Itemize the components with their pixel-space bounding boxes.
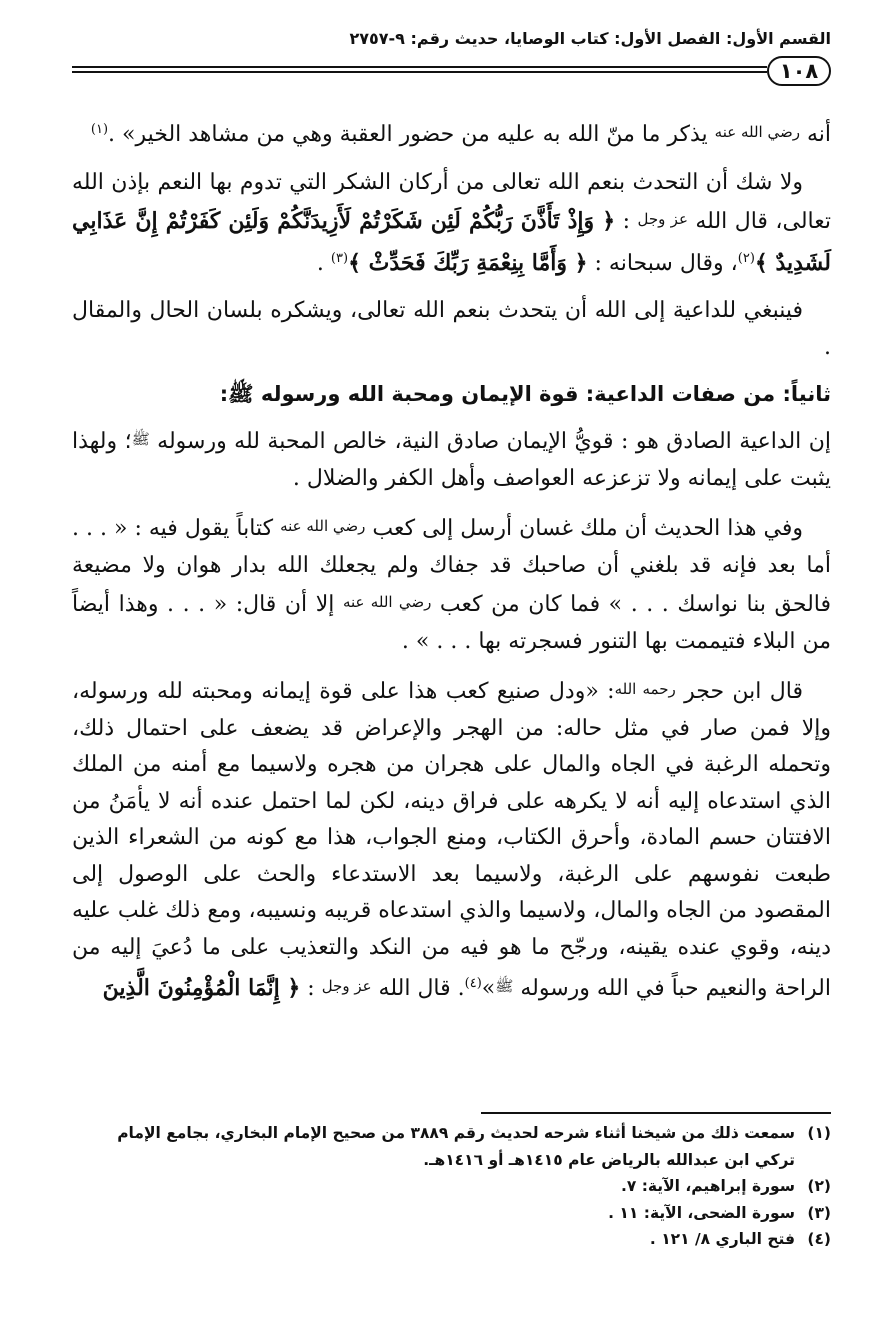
text: : bbox=[300, 976, 322, 1001]
paragraph-6 bbox=[72, 671, 831, 1008]
header-double-rule bbox=[72, 66, 767, 74]
footnote-text: فتح الباري ٨/ ١٢١ . bbox=[649, 1230, 795, 1248]
text: » bbox=[481, 976, 496, 1001]
footnote-ref[interactable]: (١) bbox=[90, 122, 109, 137]
quran-verse: ﴿ وَإِذْ تَأَذَّنَ رَبُّكُمْ لَئِن شَكَرْتُمْ لَأَزِيدَنَّكُمْ وَلَئِن كَفَرْتُمْ إِنَّ عَذَابِي لَشَدِيدٌ ﴾ bbox=[72, 208, 831, 276]
footnote-separator bbox=[481, 1112, 831, 1114]
footnotes bbox=[72, 1120, 831, 1253]
footnote-number: (٢) bbox=[807, 1177, 831, 1195]
honorific-glyph: رضي الله عنه bbox=[714, 123, 800, 141]
honorific-glyph: عز وجل bbox=[321, 977, 372, 995]
footnote-ref[interactable]: (٢) bbox=[737, 250, 755, 266]
text: ولا شك أن التحدث بنعم الله تعالى من أركان الشكر التي تدوم بها النعم بإذن الله تعالى، قال الله bbox=[72, 169, 831, 234]
footnote-item bbox=[72, 1120, 831, 1173]
text: قال ابن حجر bbox=[675, 679, 803, 704]
text: . قال الله bbox=[371, 976, 465, 1001]
honorific-glyph: ﷺ bbox=[495, 977, 514, 995]
paragraph-2 bbox=[72, 165, 831, 283]
text: ، وقال سبحانه : bbox=[587, 250, 738, 276]
section-heading: ثانياً: من صفات الداعية: قوة الإيمان ومحبة الله ورسوله ﷺ: bbox=[219, 382, 831, 406]
honorific-glyph: رضي الله عنه bbox=[342, 593, 432, 611]
running-header: القسم الأول: الفصل الأول: كتاب الوصايا، حديث رقم: ٩-٢٧٥٧ bbox=[349, 29, 831, 48]
page-number: ١٠٨ bbox=[767, 56, 831, 86]
text: : bbox=[615, 209, 638, 234]
rule-line bbox=[72, 71, 767, 73]
footnote-text: سورة الضحى، الآية: ١١ . bbox=[608, 1203, 795, 1222]
text: أنه bbox=[799, 122, 831, 147]
main-text bbox=[72, 112, 831, 1019]
footnote-text: سورة إبراهيم، الآية: ٧. bbox=[620, 1177, 795, 1195]
footnote-number: (٣) bbox=[807, 1203, 831, 1222]
header-rule-area bbox=[72, 56, 831, 88]
text: إلا أن قال: « . . . وهذا أيضاً من البلاء فتيممت بها التنور فسجرته بها . . . » . bbox=[72, 592, 831, 654]
paragraph-5 bbox=[72, 508, 831, 660]
text: وفي هذا الحديث أن ملك غسان أرسل إلى كعب bbox=[365, 516, 803, 541]
honorific-glyph: عز وجل bbox=[637, 210, 688, 228]
text: كتاباً يقول فيه : « . . . أما بعد فإنه قد بلغني أن صاحبك قد جفاك ولم يجعلك الله بدار هوان ولا مضيعة فالحق بنا نواسك . . . » فما كان من كعب bbox=[72, 516, 831, 617]
footnote-text: سمعت ذلك من شيخنا أثناء شرحه لحديث رقم ٣٨٨٩ من صحيح الإمام البخاري، بجامع الإمام تركي ابن عبدالله بالرياض عام ١٤١٥هـ أو ١٤١٦هـ. bbox=[117, 1124, 795, 1169]
footnote-item bbox=[72, 1173, 831, 1200]
honorific-glyph: رضي الله عنه bbox=[280, 517, 366, 535]
quran-verse: ﴿ وَأَمَّا بِنِعْمَةِ رَبِّكَ فَحَدِّثْ ﴾ bbox=[348, 249, 588, 276]
footnote-ref[interactable]: (٤) bbox=[464, 976, 482, 991]
honorific-glyph: رحمه الله bbox=[614, 680, 676, 698]
footnote-item bbox=[72, 1226, 831, 1253]
text: إن الداعية الصادق هو : قويُّ الإيمان صادق النية، خالص المحبة لله ورسوله bbox=[149, 429, 831, 454]
footnote-number: (٤) bbox=[807, 1230, 831, 1248]
rule-line bbox=[72, 66, 767, 68]
text: ؛ ولهذا يثبت على إيمانه ولا تزعزعه العواصف وأهل الكفر والضلال . bbox=[72, 429, 831, 491]
paragraph-4 bbox=[72, 421, 831, 497]
text: يذكر ما منّ الله به عليه من حضور العقبة وهي من مشاهد الخير» . bbox=[108, 122, 715, 147]
paragraph-1 bbox=[72, 112, 831, 154]
quran-verse: ﴿ إِنَّمَا الْمُؤْمِنُونَ الَّذِينَ bbox=[102, 975, 301, 1001]
honorific-glyph: ﷺ bbox=[131, 430, 150, 448]
text: : «ودل صنيع كعب هذا على قوة إيمانه ومحبته لله ورسوله، وإلا فمن صار في مثل حاله: من الهجر والإعراض قد يضعف على احتمال ذلك، وتحمله الرغبة في الجاه والمال على هجران من هجره ولاسيما مع أمنه من الملك الذي استدعاه إليه أنه لا يكرهه على فراق دينه، لكن لما احتمل عنده أنه لا يأمَنُ من الافتتان حسم المادة، وأحرق الكتاب، ومنع الجواب، هذا مع كونه من الشعراء الذين طبعت نفوسهم على الرغبة، ولاسيما بعد الاستدعاء والحث على الوصول إلى المقصود من الجاه والمال، ولاسيما والذي استدعاه قريبه ونسيبه، ومع ذلك غلب عليه دينه، وقوي عنده يقينه، ورجّح ما هو فيه من النكد والتعذيب على ما دُعيَ إليه من الراحة والنعيم حباً في الله ورسوله bbox=[72, 679, 832, 1001]
text: . bbox=[316, 250, 331, 276]
footnote-number: (١) bbox=[807, 1124, 831, 1142]
footnote-ref[interactable]: (٣) bbox=[330, 250, 349, 266]
paragraph-3: فينبغي للداعية إلى الله أن يتحدث بنعم الله تعالى، ويشكره بلسان الحال والمقال . bbox=[72, 298, 831, 360]
footnote-item bbox=[72, 1200, 831, 1227]
